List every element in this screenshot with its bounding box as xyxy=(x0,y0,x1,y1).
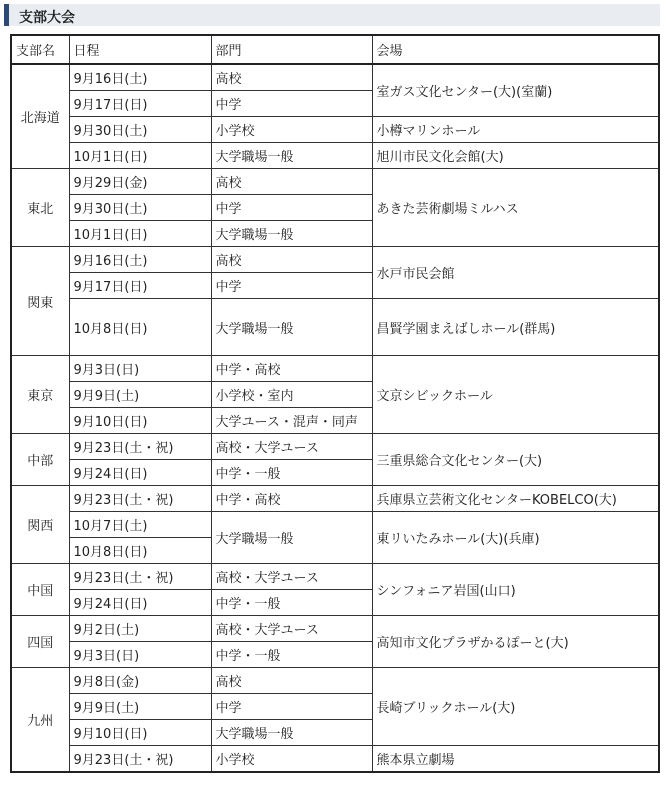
venue-cell: 昌賢学園まえばしホール(群馬) xyxy=(372,299,659,356)
division-cell: 中学 xyxy=(211,694,372,720)
date-cell: 9月9日(土) xyxy=(69,382,211,408)
venue-cell: 三重県総合文化センター(大) xyxy=(372,434,659,486)
division-cell: 中学・高校 xyxy=(211,356,372,382)
date-cell: 9月23日(土・祝) xyxy=(69,434,211,460)
venue-cell: 旭川市民文化会館(大) xyxy=(372,143,659,169)
division-cell: 高校 xyxy=(211,247,372,273)
division-cell: 高校 xyxy=(211,64,372,91)
venue-cell: シンフォニア岩国(山口) xyxy=(372,564,659,616)
date-cell: 9月24日(日) xyxy=(69,590,211,616)
date-cell: 9月2日(土) xyxy=(69,616,211,642)
header-date: 日程 xyxy=(69,35,211,64)
branch-cell: 関東 xyxy=(11,247,69,356)
date-cell: 10月1日(日) xyxy=(69,221,211,247)
section-title: 支部大会 xyxy=(19,10,75,26)
division-cell: 大学職場一般 xyxy=(211,221,372,247)
date-cell: 9月17日(日) xyxy=(69,91,211,117)
table-header-row xyxy=(11,35,659,64)
division-cell: 大学職場一般 xyxy=(211,299,372,356)
venue-cell: あきた芸術劇場ミルハス xyxy=(372,169,659,247)
date-cell: 9月10日(日) xyxy=(69,408,211,434)
table-row xyxy=(11,356,659,382)
division-cell: 大学職場一般 xyxy=(211,512,372,564)
venue-cell: 水戸市民会館 xyxy=(372,247,659,299)
division-cell: 大学職場一般 xyxy=(211,143,372,169)
venue-cell: 室ガス文化センター(大)(室蘭) xyxy=(372,64,659,117)
table-row xyxy=(11,746,659,773)
date-cell: 9月16日(土) xyxy=(69,247,211,273)
date-cell: 9月3日(日) xyxy=(69,356,211,382)
branch-cell: 北海道 xyxy=(11,64,69,169)
header-venue: 会場 xyxy=(372,35,659,64)
division-cell: 大学職場一般 xyxy=(211,720,372,746)
date-cell: 9月23日(土・祝) xyxy=(69,746,211,773)
venue-cell: 兵庫県立芸術文化センターKOBELCO(大) xyxy=(372,486,659,512)
date-cell: 9月30日(土) xyxy=(69,195,211,221)
table-row xyxy=(11,616,659,642)
division-cell: 小学校 xyxy=(211,117,372,143)
table-row xyxy=(11,117,659,143)
date-cell: 9月23日(土・祝) xyxy=(69,486,211,512)
date-cell: 9月10日(日) xyxy=(69,720,211,746)
division-cell: 中学・高校 xyxy=(211,486,372,512)
division-cell: 高校・大学ユース xyxy=(211,434,372,460)
date-cell: 10月8日(日) xyxy=(69,299,211,356)
table-row xyxy=(11,169,659,195)
date-cell: 9月16日(土) xyxy=(69,64,211,91)
division-cell: 高校 xyxy=(211,668,372,694)
branch-cell: 中国 xyxy=(11,564,69,616)
table-row xyxy=(11,143,659,169)
table-row xyxy=(11,512,659,538)
division-cell: 中学 xyxy=(211,91,372,117)
table-row xyxy=(11,486,659,512)
date-cell: 9月29日(金) xyxy=(69,169,211,195)
date-cell: 9月17日(日) xyxy=(69,273,211,299)
division-cell: 高校・大学ユース xyxy=(211,616,372,642)
header-division: 部門 xyxy=(211,35,372,64)
division-cell: 中学・一般 xyxy=(211,642,372,668)
venue-cell: 熊本県立劇場 xyxy=(372,746,659,773)
venue-cell: 文京シビックホール xyxy=(372,356,659,434)
division-cell: 高校 xyxy=(211,169,372,195)
table-row xyxy=(11,299,659,356)
division-cell: 小学校・室内 xyxy=(211,382,372,408)
date-cell: 9月3日(日) xyxy=(69,642,211,668)
division-cell: 小学校 xyxy=(211,746,372,773)
venue-cell: 高知市文化プラザかるぽーと(大) xyxy=(372,616,659,668)
date-cell: 9月24日(日) xyxy=(69,460,211,486)
date-cell: 9月8日(金) xyxy=(69,668,211,694)
branch-schedule-table xyxy=(10,34,660,773)
branch-cell: 中部 xyxy=(11,434,69,486)
branch-cell: 九州 xyxy=(11,668,69,773)
venue-cell: 小樽マリンホール xyxy=(372,117,659,143)
table-row xyxy=(11,668,659,694)
branch-cell: 四国 xyxy=(11,616,69,668)
table-row xyxy=(11,434,659,460)
date-cell: 10月1日(日) xyxy=(69,143,211,169)
table-row xyxy=(11,64,659,91)
date-cell: 9月23日(土・祝) xyxy=(69,564,211,590)
date-cell: 10月8日(日) xyxy=(69,538,211,564)
section-header xyxy=(4,4,660,26)
division-cell: 高校・大学ユース xyxy=(211,564,372,590)
header-branch: 支部名 xyxy=(11,35,69,64)
division-cell: 中学 xyxy=(211,273,372,299)
division-cell: 中学・一般 xyxy=(211,460,372,486)
branch-cell: 関西 xyxy=(11,486,69,564)
division-cell: 中学・一般 xyxy=(211,590,372,616)
table-row xyxy=(11,247,659,273)
table-row xyxy=(11,564,659,590)
venue-cell: 長崎ブリックホール(大) xyxy=(372,668,659,746)
date-cell: 10月7日(土) xyxy=(69,512,211,538)
date-cell: 9月9日(土) xyxy=(69,694,211,720)
venue-cell: 東リいたみホール(大)(兵庫) xyxy=(372,512,659,564)
date-cell: 9月30日(土) xyxy=(69,117,211,143)
branch-cell: 東北 xyxy=(11,169,69,247)
division-cell: 大学ユース・混声・同声 xyxy=(211,408,372,434)
branch-cell: 東京 xyxy=(11,356,69,434)
division-cell: 中学 xyxy=(211,195,372,221)
